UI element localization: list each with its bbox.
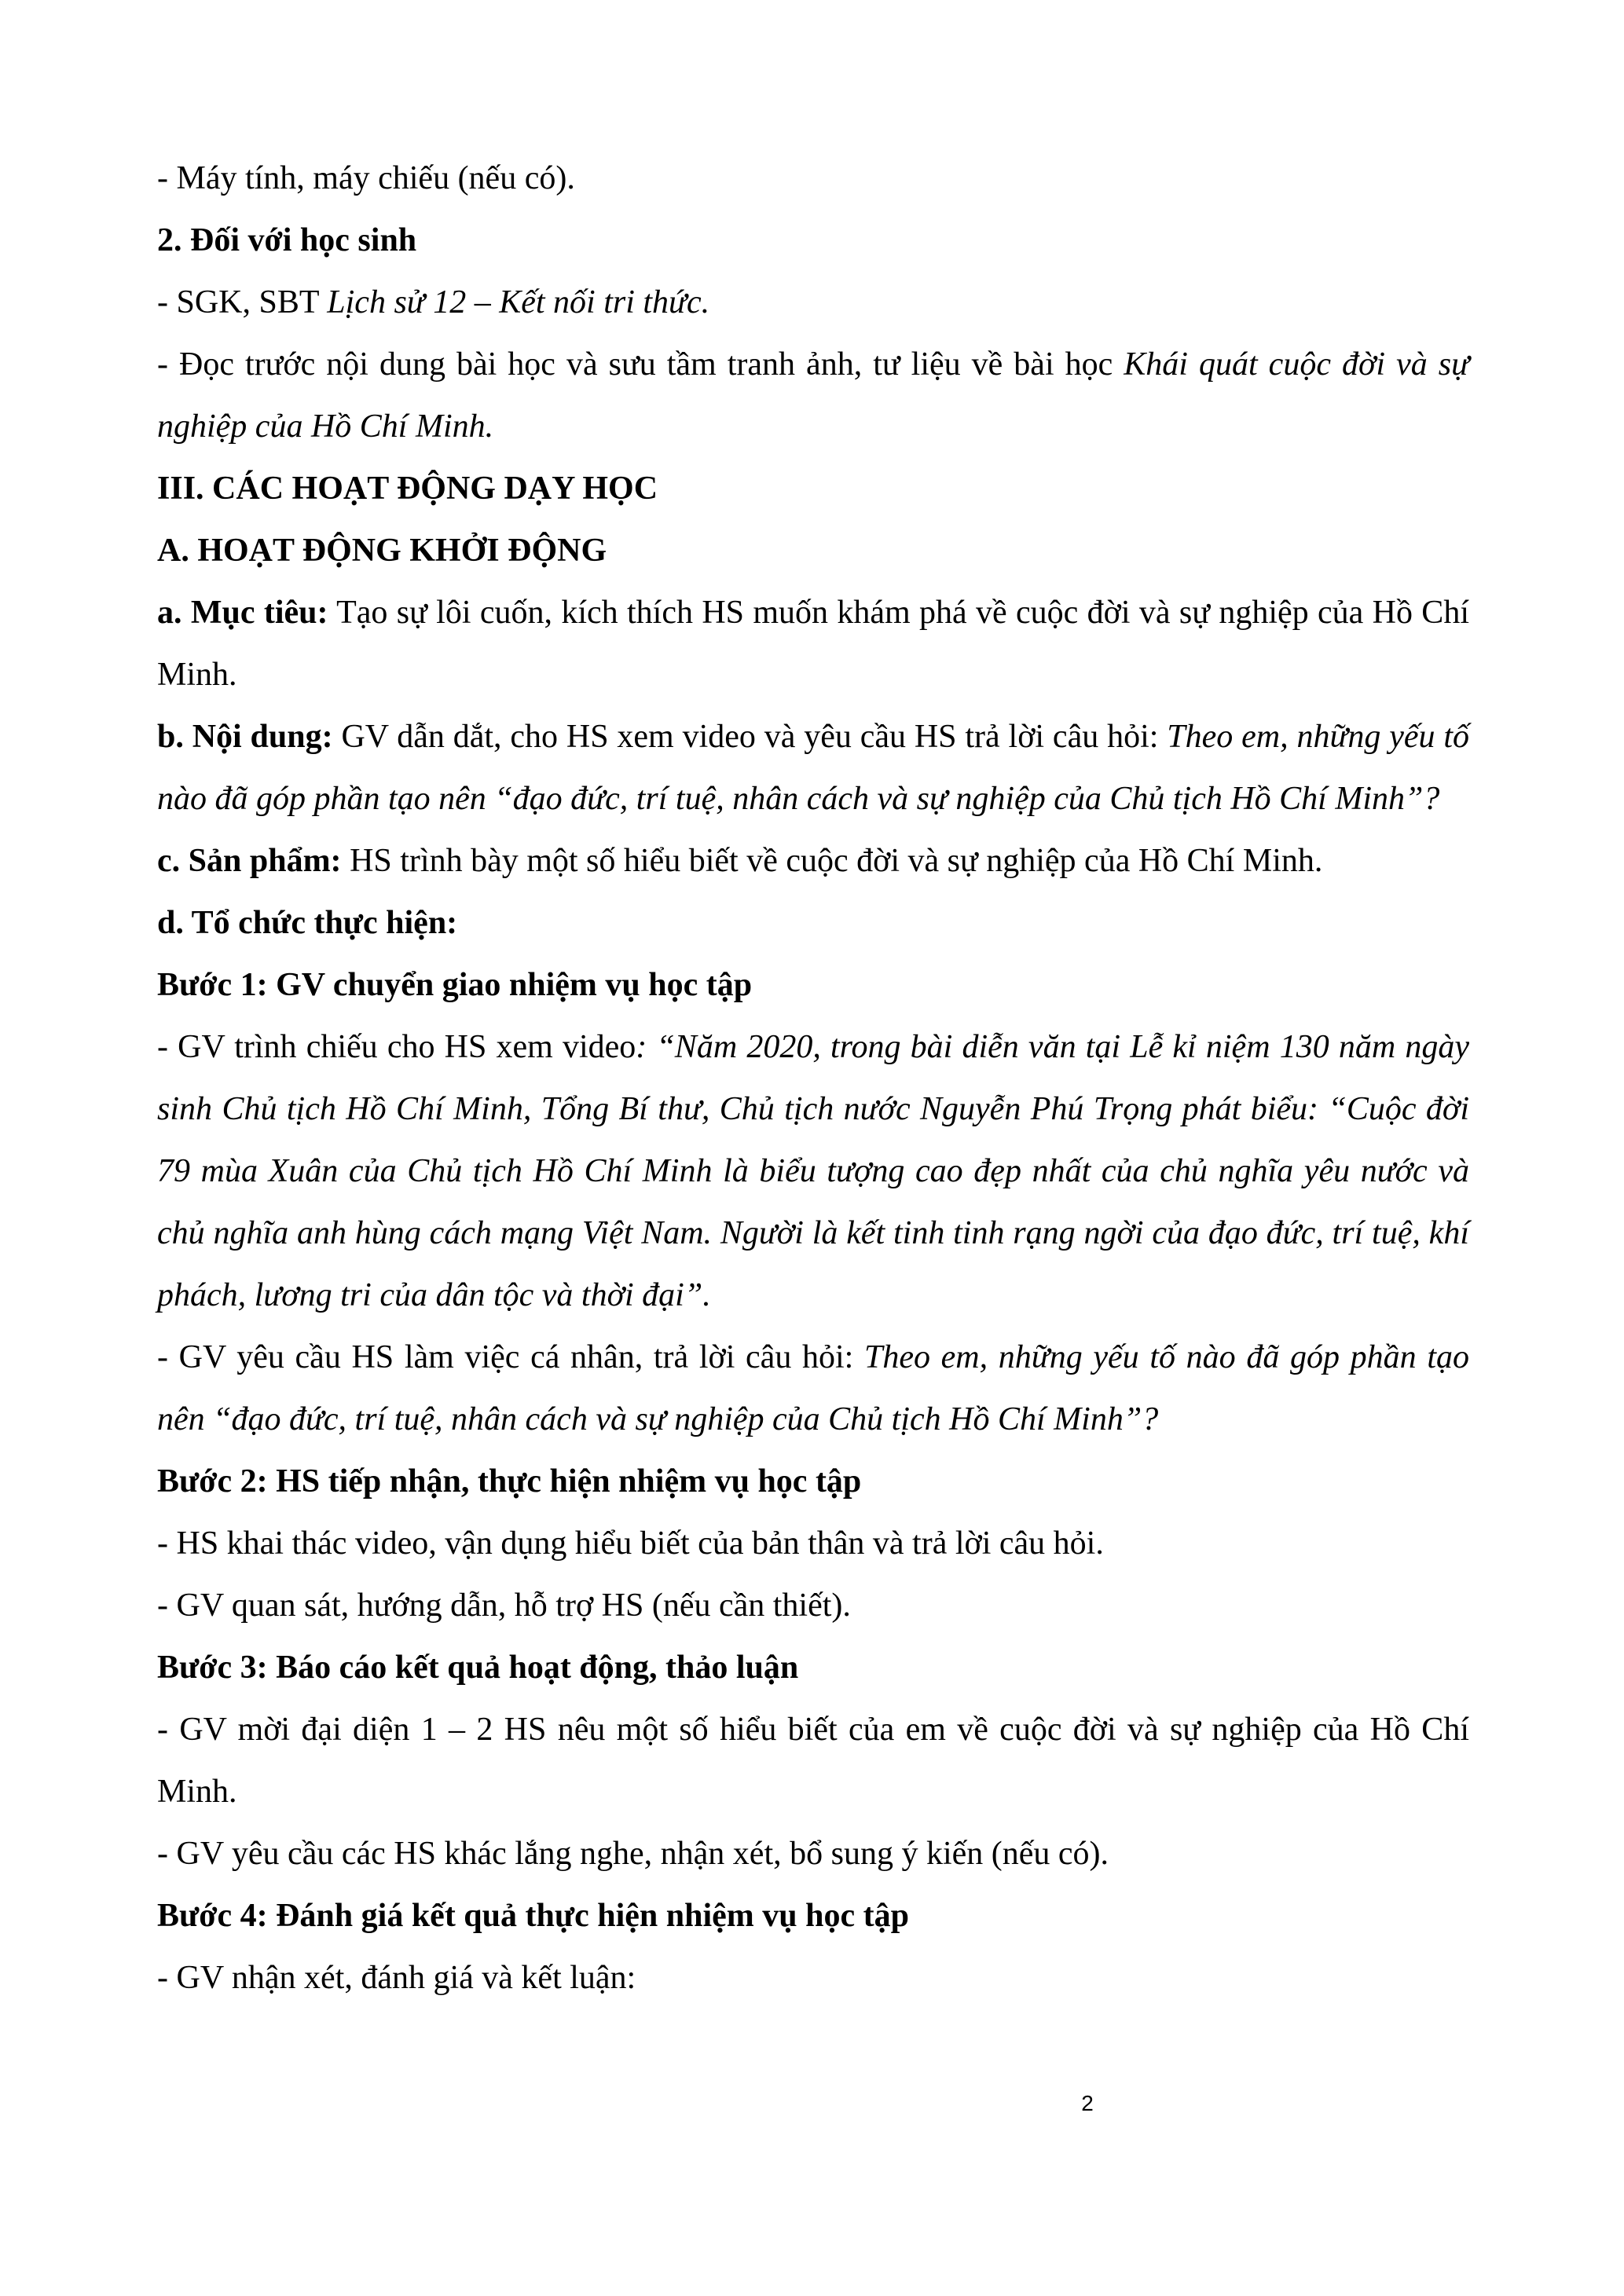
question-text: Theo em, những yếu tố nào đã góp phần tạo nên “đạo đức, trí tuệ, nhân cách và sự nghiệp của Chủ tịch Hồ Chí Minh”?	[157, 719, 1469, 817]
paragraph: - HS khai thác video, vận dụng hiểu biết của bản thân và trả lời câu hỏi.	[157, 1525, 1104, 1562]
objective-label: a. Mục tiêu:	[157, 595, 328, 631]
heading-students: 2. Đối với học sinh	[157, 222, 417, 258]
document-body	[157, 148, 1469, 2009]
text-run: GV dẫn dắt, cho HS xem video và yêu cầu HS trả lời câu hỏi:	[332, 719, 1168, 755]
text-run: - GV trình chiếu cho HS xem video	[157, 1029, 636, 1065]
organization-heading: d. Tổ chức thực hiện:	[157, 905, 458, 941]
objective-paragraph	[157, 582, 1469, 706]
paragraph	[157, 1016, 1469, 1327]
text-run: HS trình bày một số hiểu biết về cuộc đời và sự nghiệp của Hồ Chí Minh.	[341, 843, 1323, 879]
text-run: - Đọc trước nội dung bài học và sưu tầm tranh ảnh, tư liệu về bài học	[157, 346, 1124, 383]
paragraph	[157, 1327, 1469, 1451]
product-label: c. Sản phẩm:	[157, 843, 342, 879]
product-paragraph	[157, 830, 1469, 892]
page-number: 2	[1081, 2091, 1094, 2115]
paragraph: - GV quan sát, hướng dẫn, hỗ trợ HS (nếu cần thiết).	[157, 1587, 851, 1624]
section-heading: III. CÁC HOẠT ĐỘNG DẠY HỌC	[157, 471, 658, 507]
activity-heading: A. HOẠT ĐỘNG KHỞI ĐỘNG	[157, 533, 607, 569]
text-run: - GV yêu cầu HS làm việc cá nhân, trả lời câu hỏi:	[157, 1339, 864, 1375]
paragraph: - GV yêu cầu các HS khác lắng nghe, nhận xét, bổ sung ý kiến (nếu có).	[157, 1836, 1109, 1872]
step-3-heading: Bước 3: Báo cáo kết quả hoạt động, thảo luận	[157, 1650, 799, 1686]
question-text: Theo em, những yếu tố nào đã góp phần tạo nên “đạo đức, trí tuệ, nhân cách và sự nghiệp của Chủ tịch Hồ Chí Minh”?	[157, 1339, 1469, 1437]
content-paragraph	[157, 706, 1469, 830]
text-run: Tạo sự lôi cuốn, kích thích HS muốn khám phá về cuộc đời và sự nghiệp của Hồ Chí Minh.	[157, 595, 1469, 693]
step-4-heading: Bước 4: Đánh giá kết quả thực hiện nhiệm vụ học tập	[157, 1898, 909, 1934]
paragraph: - Máy tính, máy chiếu (nếu có).	[157, 160, 575, 196]
paragraph	[157, 272, 1469, 334]
lesson-title: Khái quát cuộc đời và sự nghiệp của Hồ Chí Minh.	[157, 346, 1469, 445]
text-run: - SGK, SBT	[157, 284, 328, 320]
step-1-heading: Bước 1: GV chuyển giao nhiệm vụ học tập	[157, 967, 753, 1003]
paragraph: - GV mời đại diện 1 – 2 HS nêu một số hiểu biết của em về cuộc đời và sự nghiệp của Hồ Chí Minh.	[157, 1712, 1469, 1810]
quote-text: : “Năm 2020, trong bài diễn văn tại Lễ kỉ niệm 130 năm ngày sinh Chủ tịch Hồ Chí Minh, Tổng Bí thư, Chủ tịch nước Nguyễn Phú Trọng phát biểu: “Cuộc đời 79 mùa Xuân của Chủ tịch Hồ Chí Minh là biểu tượng cao đẹp nhất của chủ nghĩa yêu nước và chủ nghĩa anh hùng cách mạng Việt Nam. Người là kết tinh tinh rạng ngời của đạo đức, trí tuệ, khí phách, lương tri của dân tộc và thời đại”.	[157, 1029, 1469, 1313]
book-title: Lịch sử 12 – Kết nối tri thức.	[327, 284, 710, 320]
paragraph: - GV nhận xét, đánh giá và kết luận:	[157, 1960, 636, 1996]
paragraph	[157, 334, 1469, 458]
content-label: b. Nội dung:	[157, 719, 333, 755]
step-2-heading: Bước 2: HS tiếp nhận, thực hiện nhiệm vụ học tập	[157, 1463, 862, 1500]
